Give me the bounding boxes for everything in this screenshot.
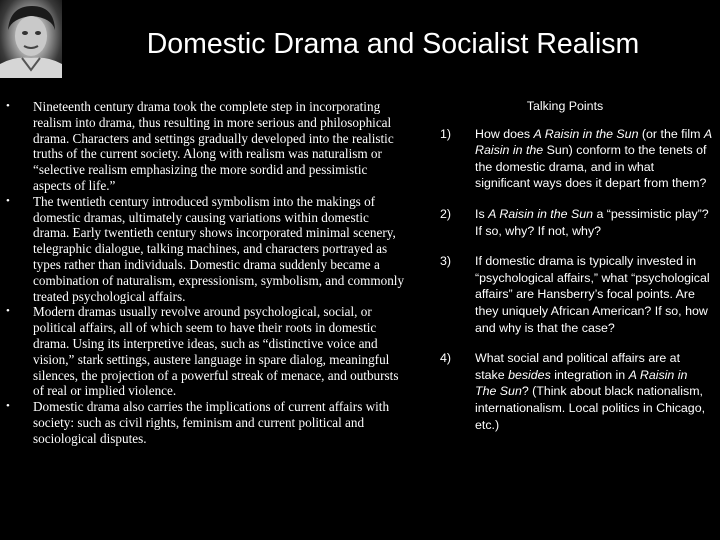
talking-points-list xyxy=(440,126,712,434)
bullet-dot-icon: • xyxy=(6,194,10,207)
talking-point-text xyxy=(475,253,712,336)
bullet-text: Modern dramas usually revolve around psychological, social, or political affairs, all of which seem to have their roots in domestic drama. Using its interpretive ideas, such as “distinctive voice and vision,” stark settings, austere language in spare dialog, meaningful silences, the projection of a powerful streak of menace, and outbursts of real or implied violence. xyxy=(33,304,399,399)
slide-title: Domestic Drama and Socialist Realism xyxy=(146,28,640,60)
talking-points-heading: Talking Points xyxy=(526,99,604,113)
bullet-item xyxy=(6,99,406,194)
text-run: Is xyxy=(475,206,489,221)
talking-point-number: 4) xyxy=(440,351,452,366)
bullet-item xyxy=(6,194,406,305)
italic-title-run: A Raisin in the Sun xyxy=(488,206,594,221)
talking-point-item xyxy=(440,206,712,239)
bullet-item xyxy=(6,399,406,446)
talking-point-item xyxy=(440,126,712,192)
text-run: a “pessimistic play”? If so, why? If not, why? xyxy=(475,206,709,238)
bullet-dot-icon: • xyxy=(6,305,10,318)
text-run: If domestic drama is typically invested in “psychological affairs,” what “psychological affairs” are Hansberry’s focal points. Are they uniquely African American? If so, how and why is that the case? xyxy=(475,254,710,335)
bullet-text: Nineteenth century drama took the complete step in incorporating realism into drama, thus resulting in more serious and philosophical drama. Characters and settings gradually developed into the realistic truths of the current society. Along with realism was naturalism or “selective realism emphasizing the more sordid and pessimistic aspects of life.” xyxy=(33,99,394,193)
text-run: (or the film xyxy=(638,126,704,141)
bullet-text: The twentieth century introduced symbolism into the makings of domestic dramas, ultimately causing variations within domestic drama. Early twentieth century shows incorporated minimal scenery, telegraphic dialogue, talking machines, and characters portrayed as types rather than individuals. Domestic drama suddenly became a combination of naturalism, expressionism, symbolism, and commonly treated psychological affairs. xyxy=(33,193,405,304)
italic-title-run: A Raisin in the xyxy=(475,126,712,158)
talking-point-number: 3) xyxy=(440,254,452,269)
talking-point-number: 1) xyxy=(440,126,452,141)
italic-title-run: A Raisin in The Sun xyxy=(475,367,688,399)
talking-point-number: 2) xyxy=(440,206,452,221)
italic-title-run: A Raisin in the Sun xyxy=(533,126,639,141)
bullet-text: Domestic drama also carries the implications of current affairs with society: such as civil rights, feminism and current political and sociological disputes. xyxy=(33,399,390,446)
talking-points xyxy=(440,98,712,447)
text-run: integration in xyxy=(550,367,629,382)
talking-point-item xyxy=(440,253,712,336)
text-run: How does xyxy=(475,126,534,141)
bullet-list xyxy=(6,99,406,447)
talking-point-text xyxy=(475,206,712,239)
bullet-dot-icon: • xyxy=(6,100,10,112)
text-run: ? (Think about black nationalism, internationalism. Local politics in Chicago, etc.) xyxy=(475,384,706,432)
talking-point-text xyxy=(475,126,712,192)
talking-point-item xyxy=(440,350,712,433)
talking-point-text xyxy=(475,350,712,433)
text-run: What social and political affairs are at stake xyxy=(475,351,681,382)
text-run: Sun) conform to the tenets of the domestic drama, and in what significant ways does it depart from them? xyxy=(475,143,707,191)
bullet-item xyxy=(6,304,406,399)
italic-title-run: besides xyxy=(508,367,551,382)
bullet-dot-icon: • xyxy=(6,400,10,413)
